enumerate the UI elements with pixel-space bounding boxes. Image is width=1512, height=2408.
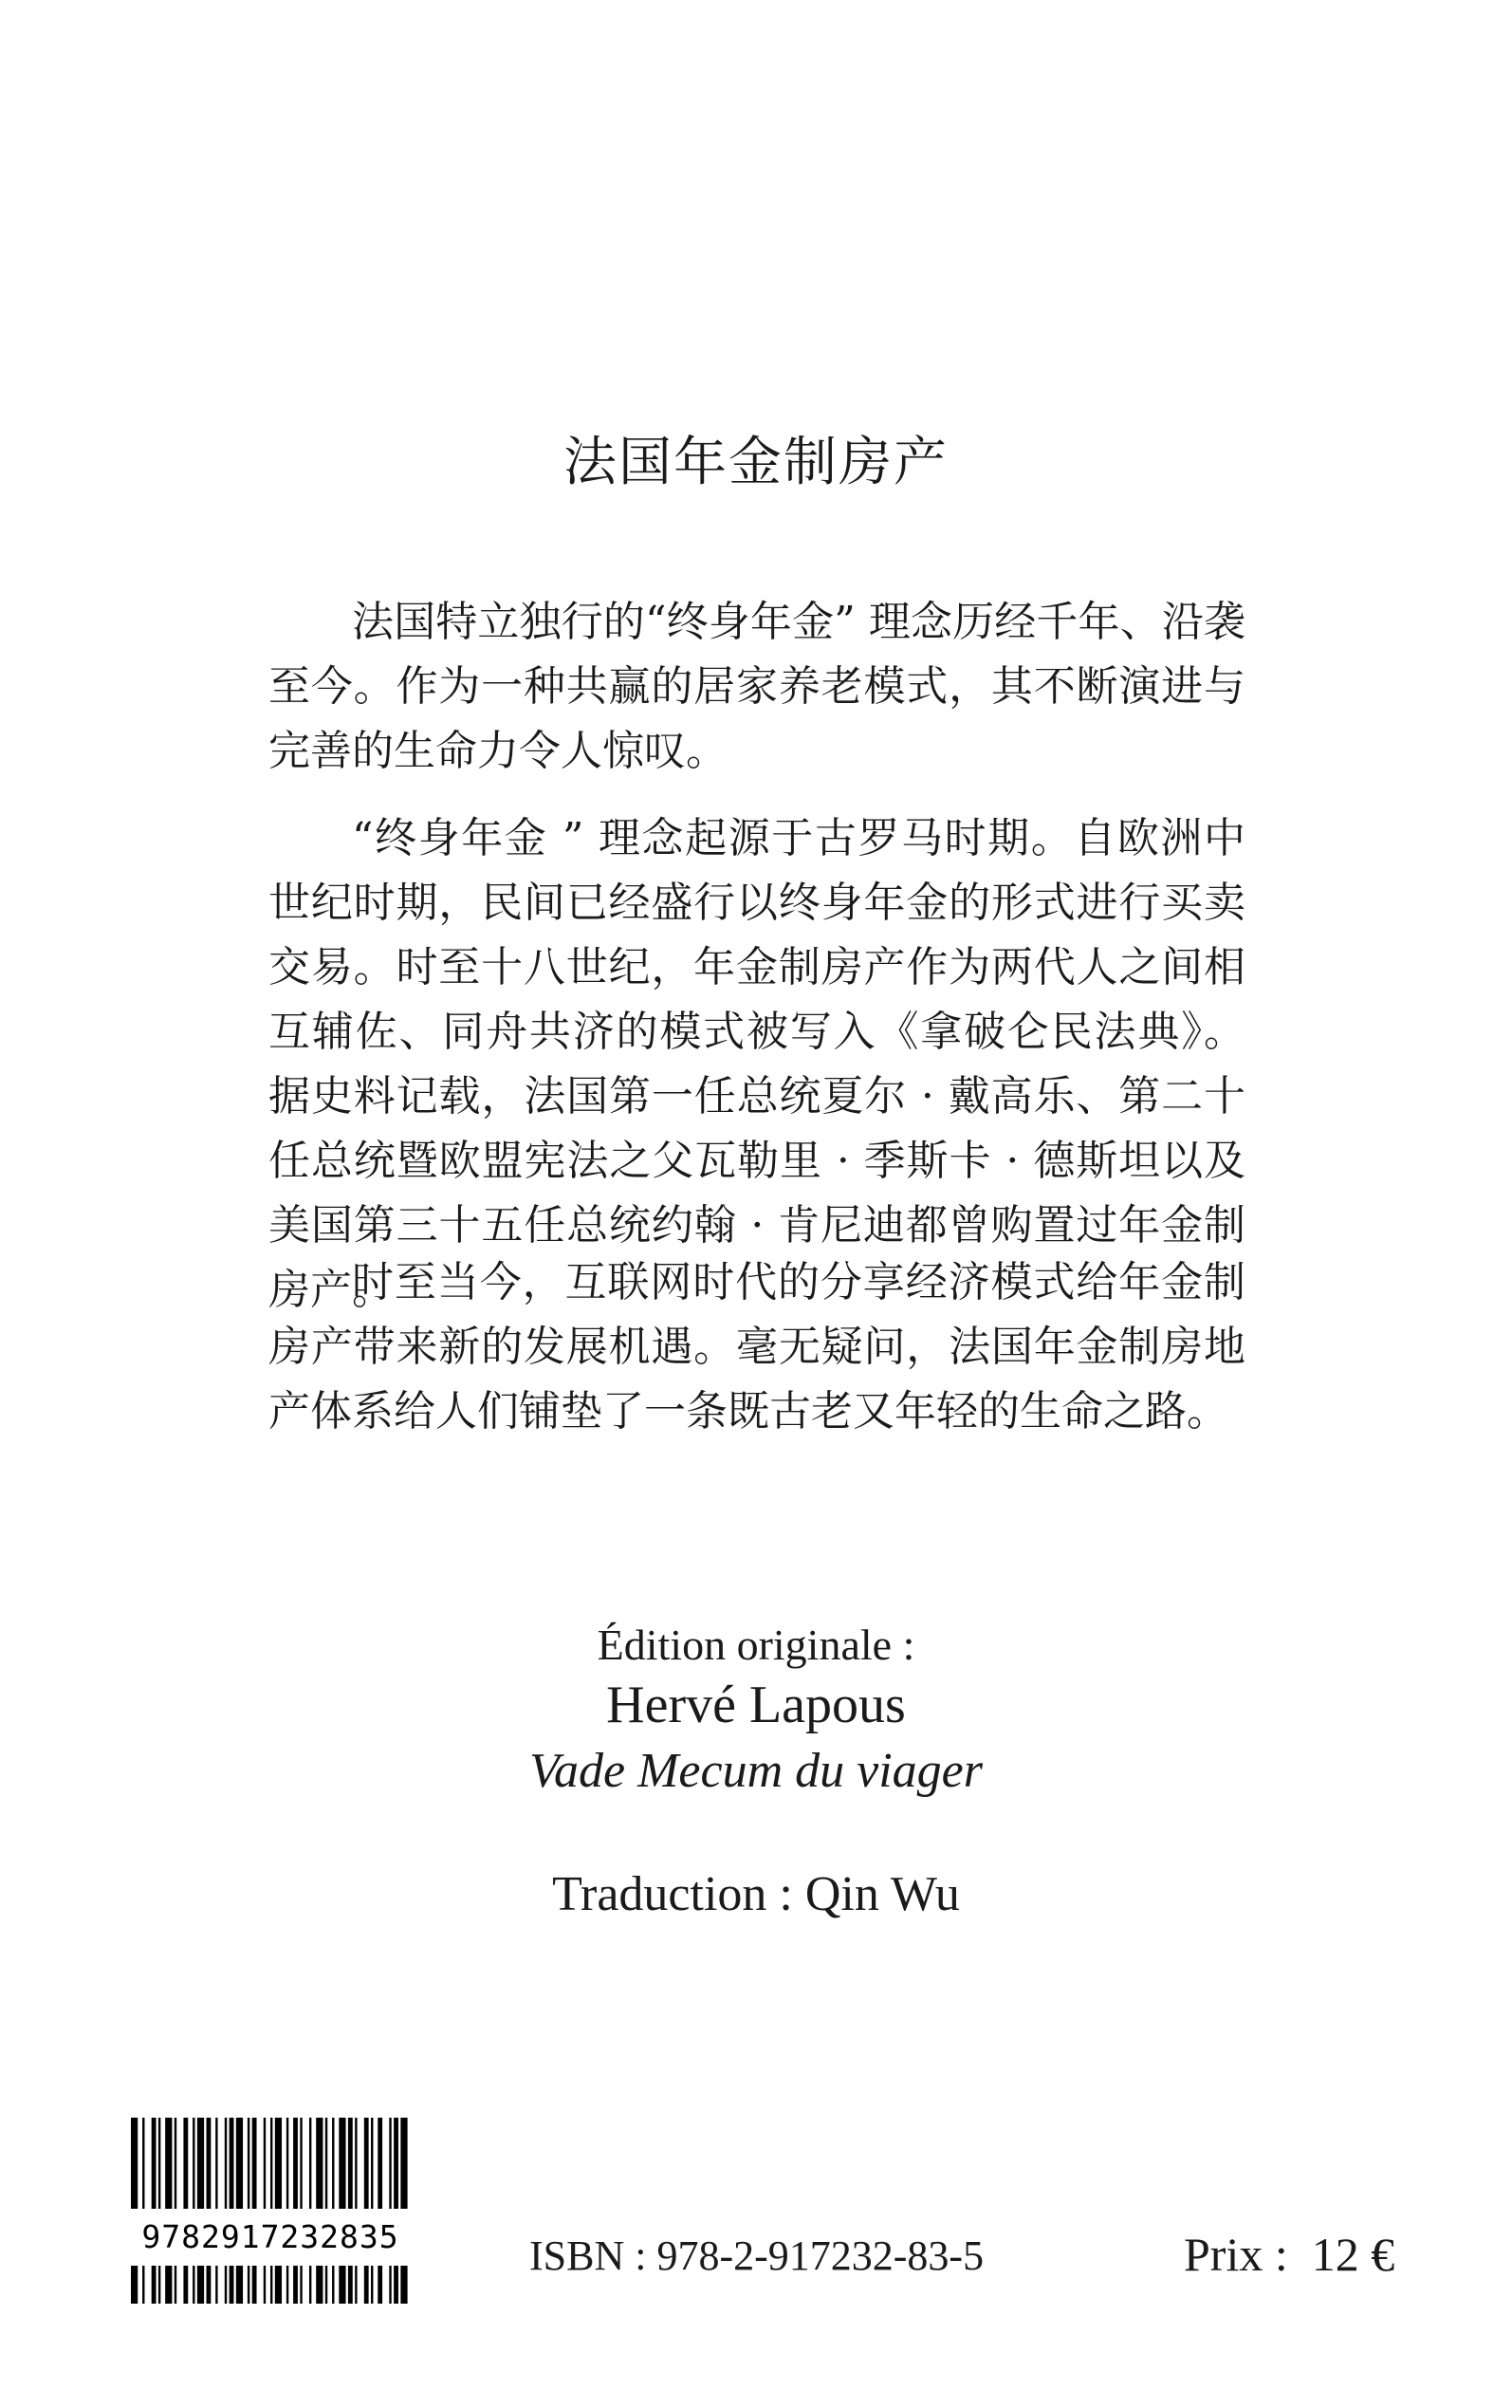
isbn-number: ISBN : 978-2-917232-83-5	[529, 2232, 985, 2279]
barcode-digits: 9782917232835	[131, 2209, 410, 2266]
original-work-title: Vade Mecum du viager	[529, 1744, 983, 1798]
paragraph-intro: 法国特立独行的“终身年金” 理念历经千年、沿袭至今。作为一种共赢的居家养老模式，其不断演进与完善的生命力令人惊叹。	[268, 598, 1245, 775]
translator-credit: Traduction : Qin Wu	[552, 1867, 960, 1921]
original-edition-label: Édition originale :	[597, 1621, 915, 1669]
original-author: Hervé Lapous	[606, 1676, 906, 1734]
paragraph-today: 时至当今，互联网时代的分享经济模式给年金制房产带来新的发展机遇。毫无疑问，法国年金制房地产体系给人们铺垫了一条既古老又年轻的生命之路。	[268, 1258, 1245, 1436]
price-label: Prix : 12 €	[1184, 2228, 1395, 2281]
paragraph-history: “终身年金 ” 理念起源于古罗马时期。自欧洲中世纪时期，民间已经盛行以终身年金的形式进行买卖交易。时至十八世纪，年金制房产作为两代人之间相互辅佐、同舟共济的模式被写入《拿破仑民法典》。据史料记载，法国第一任总统夏尔 · 戴高乐、第二十任总统暨欧盟宪法之父瓦勒里 · 季斯卡 · 德斯坦以及美国第三十五任总统约翰 · 肯尼迪都曾购置过年金制房产。	[268, 814, 1245, 1314]
book-title: 法国年金制房产	[563, 432, 949, 493]
